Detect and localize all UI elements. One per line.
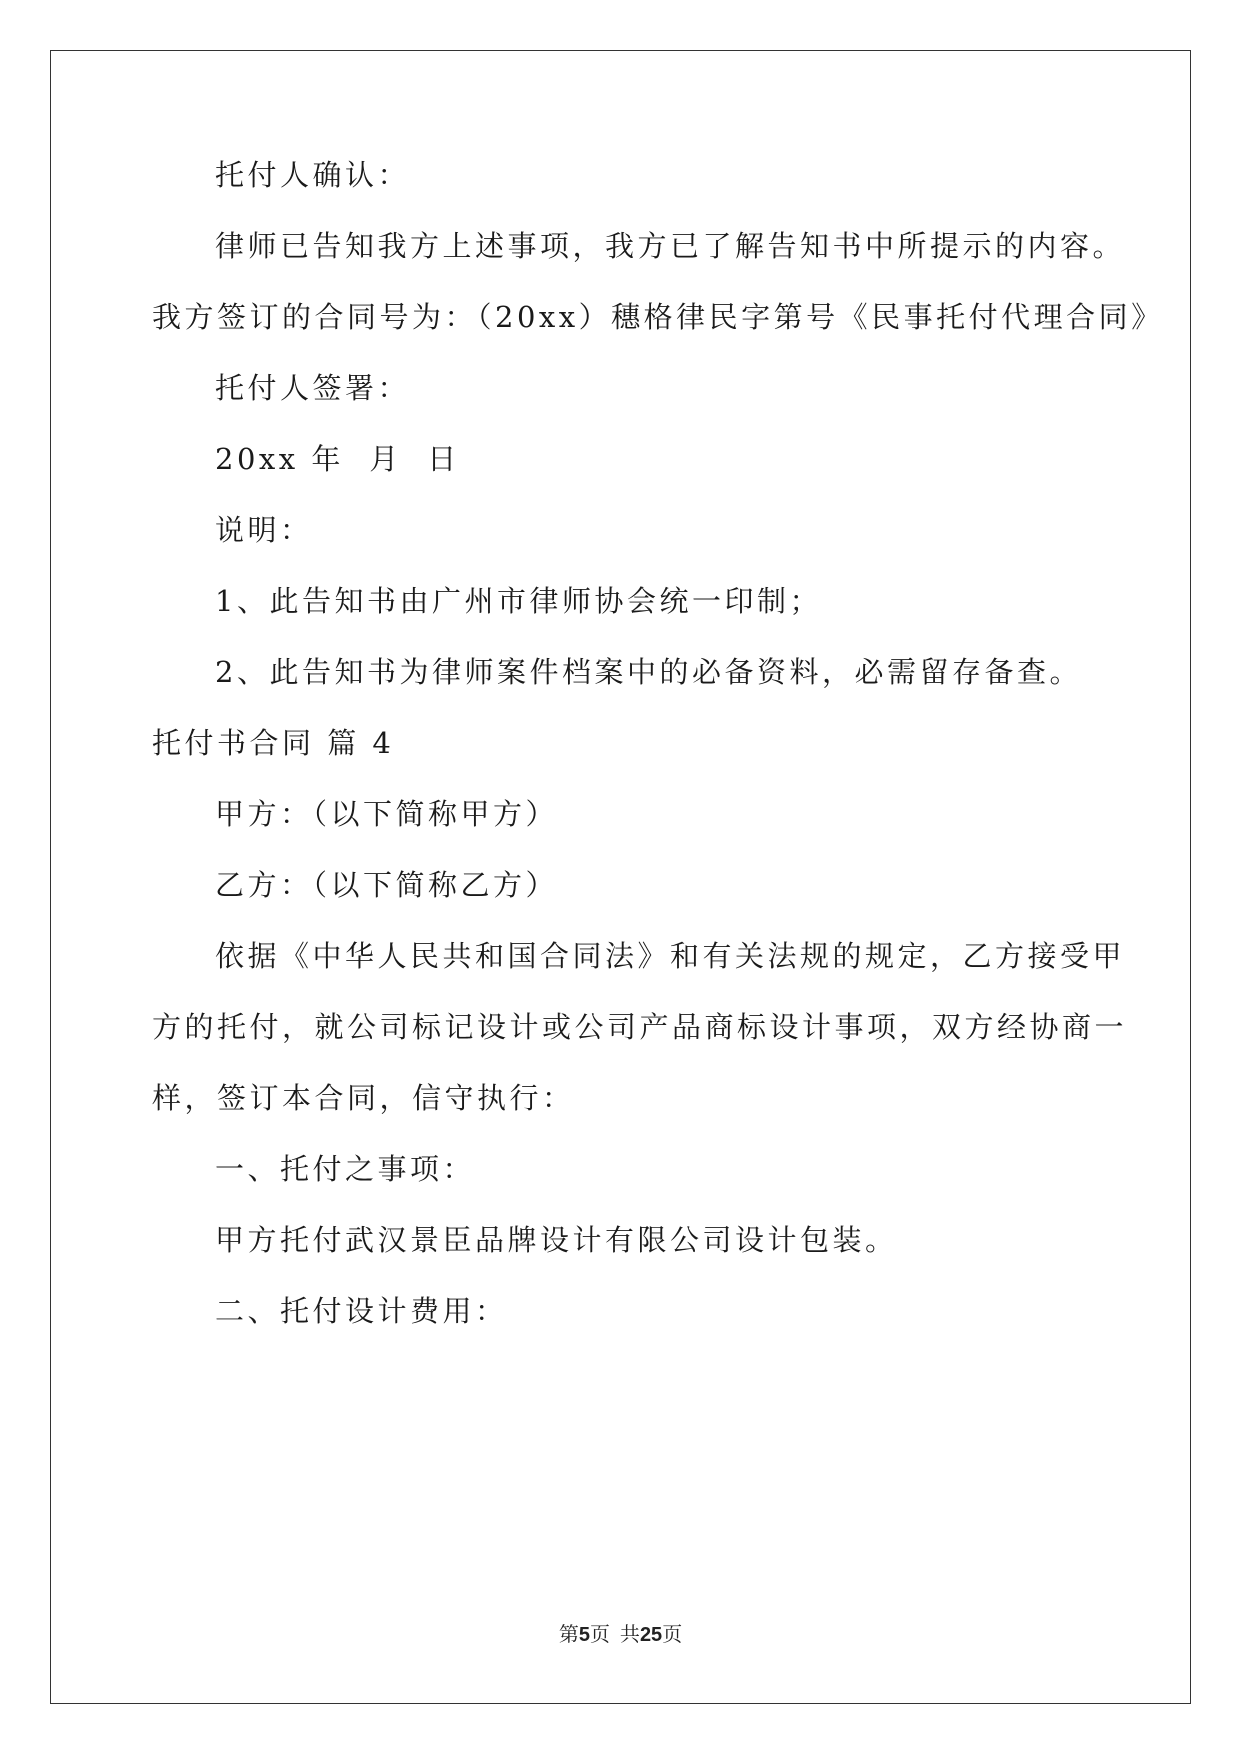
page-footer — [0, 1622, 1241, 1648]
paragraph-line: 律师已告知我方上述事项，我方已了解告知书中所提示的内容。 — [215, 229, 1126, 263]
list-item: 1、此告知书由广州市律师协会统一印制； — [215, 584, 822, 618]
paragraph-line: 方的托付，就公司标记设计或公司产品商标设计事项，双方经协商一 — [152, 1010, 1128, 1044]
paragraph-line: 甲方托付武汉景臣品牌设计有限公司设计包装。 — [215, 1223, 898, 1257]
date-line: 20xx 年 月 日 — [215, 442, 460, 476]
paragraph-line: 依据《中华人民共和国合同法》和有关法规的规定，乙方接受甲 — [215, 939, 1126, 973]
footer-suffix: 页 — [662, 1624, 683, 1646]
paragraph-line: 甲方：（以下简称甲方） — [215, 797, 559, 831]
paragraph-line: 说明： — [215, 513, 313, 547]
paragraph-line: 样，签订本合同，信守执行： — [152, 1081, 575, 1115]
paragraph-line: 一、托付之事项： — [215, 1152, 476, 1186]
paragraph-line: 我方签订的合同号为：（20xx）穗格律民字第号《民事托付代理合同》 — [152, 300, 1164, 334]
list-item: 2、此告知书为律师案件档案中的必备资料，必需留存备查。 — [215, 655, 1082, 689]
section-heading: 托付书合同 篇 4 — [152, 726, 395, 760]
paragraph-line: 二、托付设计费用： — [215, 1294, 508, 1328]
paragraph-line: 托付人签署： — [215, 371, 411, 405]
footer-page-number: 5 — [578, 1624, 590, 1646]
footer-total-pages: 25 — [639, 1624, 663, 1646]
footer-prefix: 第 — [558, 1624, 579, 1646]
footer-mid: 页 共 — [589, 1624, 640, 1646]
paragraph-line: 乙方：（以下简称乙方） — [215, 868, 559, 902]
paragraph-line: 托付人确认： — [215, 158, 411, 192]
